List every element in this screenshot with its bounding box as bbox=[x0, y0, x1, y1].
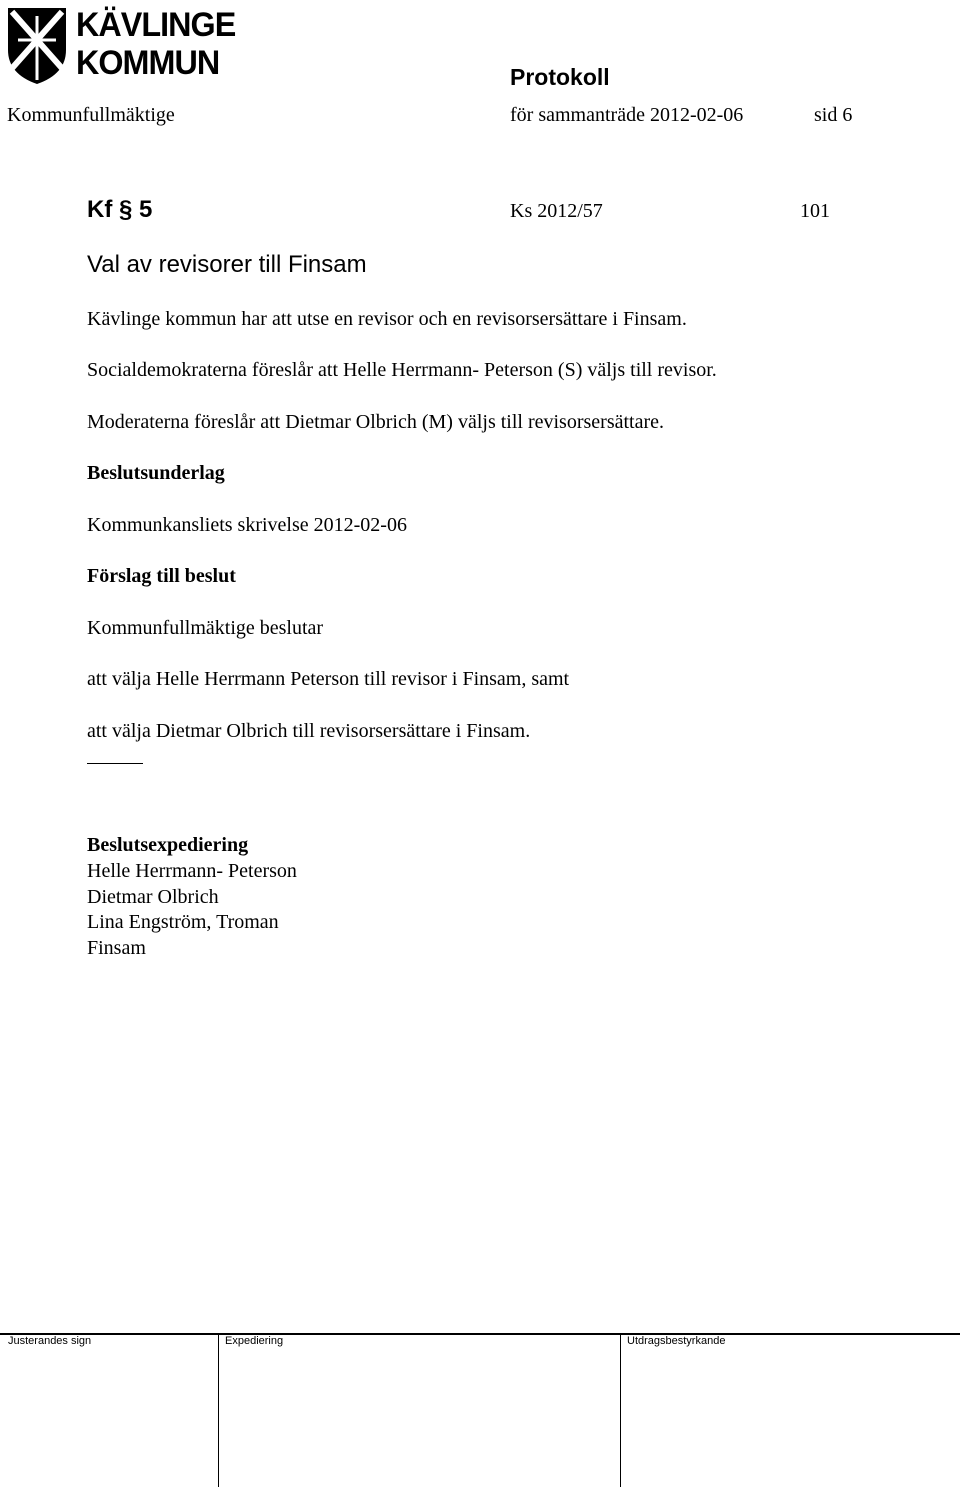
municipality-logo bbox=[6, 6, 236, 88]
footer-top-rule bbox=[0, 1333, 960, 1335]
distribution-recipient: Helle Herrmann- Peterson bbox=[87, 860, 297, 882]
intro-paragraph: Kävlinge kommun har att utse en revisor och en revisorsersättare i Finsam. bbox=[87, 308, 687, 330]
document-type: Protokoll bbox=[510, 64, 610, 90]
logo-wordmark-line2: KOMMUN bbox=[76, 44, 220, 82]
footer-sign-label: Justerandes sign bbox=[8, 1335, 92, 1347]
paragraph-number: Kf § 5 bbox=[87, 196, 153, 223]
basis-item: Kommunkansliets skrivelse 2012-02-06 bbox=[87, 514, 407, 536]
footer-divider bbox=[218, 1334, 219, 1487]
logo-wordmark-line1: KÄVLINGE bbox=[76, 6, 236, 44]
distribution-recipient: Lina Engström, Troman bbox=[87, 911, 279, 933]
end-of-decision-rule bbox=[87, 763, 143, 764]
proposal-heading: Förslag till beslut bbox=[87, 565, 236, 587]
header-body: Kommunfullmäktige bbox=[7, 104, 175, 126]
header-meeting-date: för sammanträde 2012-02-06 bbox=[510, 104, 744, 126]
decides-line: Kommunfullmäktige beslutar bbox=[87, 617, 324, 639]
header-page-number: sid 6 bbox=[814, 104, 853, 126]
basis-heading: Beslutsunderlag bbox=[87, 462, 225, 484]
footer-dispatch-label: Expediering bbox=[225, 1335, 284, 1347]
footer-divider bbox=[620, 1334, 621, 1487]
distribution-recipient: Dietmar Olbrich bbox=[87, 886, 219, 908]
decision-item-2: att välja Dietmar Olbrich till revisorsersättare i Finsam. bbox=[87, 720, 531, 742]
distribution-heading: Beslutsexpediering bbox=[87, 834, 249, 856]
case-code: 101 bbox=[800, 200, 830, 222]
distribution-recipient: Finsam bbox=[87, 937, 146, 959]
proposal-s-paragraph: Socialdemokraterna föreslår att Helle Herrmann- Peterson (S) väljs till revisor. bbox=[87, 359, 717, 381]
decision-item-1: att välja Helle Herrmann Peterson till revisor i Finsam, samt bbox=[87, 668, 570, 690]
case-number: Ks 2012/57 bbox=[510, 200, 603, 222]
proposal-m-paragraph: Moderaterna föreslår att Dietmar Olbrich (M) väljs till revisorsersättare. bbox=[87, 411, 665, 433]
coat-of-arms-icon bbox=[6, 6, 68, 86]
footer-certified-label: Utdragsbestyrkande bbox=[627, 1335, 726, 1347]
section-title: Val av revisorer till Finsam bbox=[87, 251, 367, 278]
